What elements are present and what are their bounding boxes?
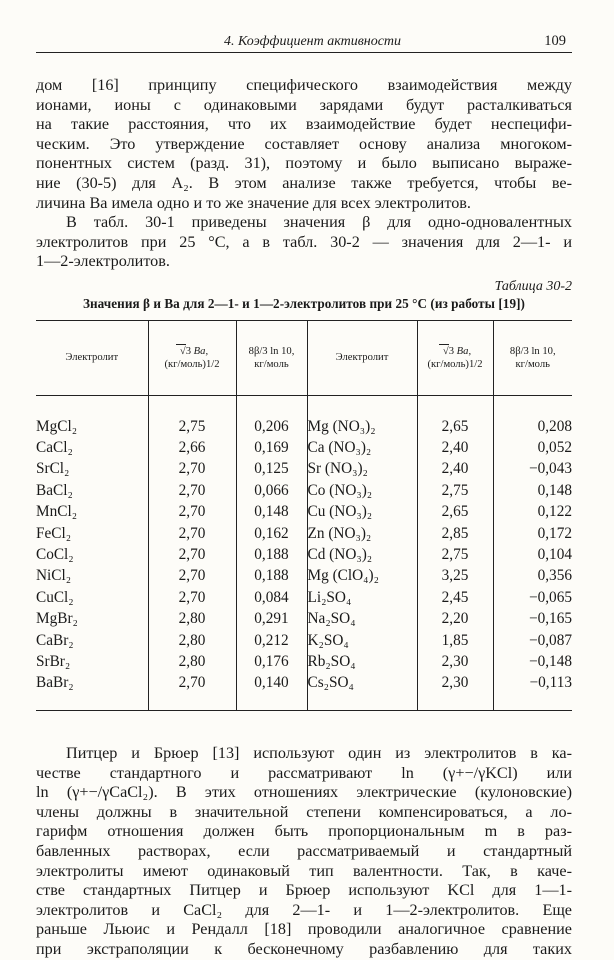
paragraph-1	[36, 76, 572, 213]
table-row: CoCl₂ 2,70 0,188 Cd (NO₃)₂ 2,75 0,104	[36, 544, 572, 565]
data-table	[36, 320, 572, 711]
running-head: 4. Коэффициент активности	[224, 34, 402, 49]
text-line: личина Ba имела одно и то же значение для всех электролитов.	[36, 193, 471, 212]
text-line: честве стандартного и рассматривают ln (γ+−/γKCl) или	[36, 763, 572, 782]
book-page	[36, 30, 572, 960]
text-line: ионами, ионы с одинаковыми зарядами будут расталкиваться	[36, 95, 572, 114]
table-row: CaCl₂ 2,66 0,169 Ca (NO₃)₂ 2,40 0,052	[36, 437, 572, 458]
table-caption: Значения β и Ba для 2—1- и 1—2-электролитов при 25 °С (из работы [19])	[83, 295, 525, 311]
header-sqrt3-ba-2: √3 Ba, (кг/моль)1/2	[417, 320, 493, 395]
text-line: ln (γ+−/γCaCl₂). В этих отношениях электрические (кулоновские)	[36, 783, 572, 802]
text-line: ние (30-5) для A₂. В этом анализе также требуется, чтобы ве-	[36, 173, 572, 192]
text-line: 1—2-электролитов.	[36, 252, 170, 271]
table-row: NiCl₂ 2,70 0,188 Mg (ClO₄)₂ 3,25 0,356	[36, 566, 572, 587]
table-row: CaBr₂ 2,80 0,212 K₂SO₄ 1,85 −0,087	[36, 630, 572, 651]
table-row: SrBr₂ 2,80 0,176 Rb₂SO₄ 2,30 −0,148	[36, 651, 572, 672]
text-line: электролиты имеют одинаковый тип валентности. Так, в каче-	[36, 861, 572, 880]
header-beta-2: 8β/3 ln 10, кг/моль	[493, 320, 572, 395]
table-label: Таблица 30-2	[494, 278, 572, 294]
header-electrolyte-2: Электролит	[307, 320, 417, 395]
text-line: при экстраполяции к бесконечному разбавлению для таких	[36, 939, 572, 958]
text-line: бавленных растворах, если рассматриваемый и стандартный	[36, 841, 572, 860]
text-line: В табл. 30-1 приведены значения β для одно-одновалентных	[66, 213, 572, 232]
header-sqrt3-ba: √3 Ba, (кг/моль)1/2	[148, 320, 236, 395]
table-row: MnCl₂ 2,70 0,148 Cu (NO₃)₂ 2,65 0,122	[36, 502, 572, 523]
table-row: SrCl₂ 2,70 0,125 Sr (NO₃)₂ 2,40 −0,043	[36, 459, 572, 480]
text-line: понентных систем (разд. 31), поэтому и было выписано выраже-	[36, 154, 572, 173]
paragraph-2	[36, 213, 572, 272]
page-header	[36, 30, 572, 53]
text-line: ческим. Это утверждение составляет основу анализа многоком-	[36, 134, 572, 153]
text-line: гарифм отношения должен быть пропорциональным m в раз-	[36, 822, 572, 841]
header-beta: 8β/3 ln 10, кг/моль	[236, 320, 307, 395]
table-row: MgBr₂ 2,80 0,291 Na₂SO₄ 2,20 −0,165	[36, 608, 572, 629]
header-electrolyte: Электролит	[36, 320, 148, 395]
page-number: 109	[544, 33, 566, 49]
table-row: BaCl₂ 2,70 0,066 Co (NO₃)₂ 2,75 0,148	[36, 480, 572, 501]
table-row: FeCl₂ 2,70 0,162 Zn (NO₃)₂ 2,85 0,172	[36, 523, 572, 544]
paragraph-3	[36, 744, 572, 960]
table-header-row	[36, 320, 572, 395]
text-line: электролитов при 25 °С, а в табл. 30-2 — значения для 2—1- и	[36, 232, 572, 251]
text-line: на такие расстояния, что их взаимодействие будет неспецифи-	[36, 115, 572, 134]
table-row: MgCl₂ 2,75 0,206 Mg (NO₃)₂ 2,65 0,208	[36, 416, 572, 437]
text-line: дом [16] принципу специфического взаимодействия между	[36, 76, 572, 94]
text-line: раньше Льюис и Рендалл [18] проводили аналогичное сравнение	[36, 920, 572, 939]
text-line: электролитов и CaCl₂ для 2—1- и 1—2-электролитов. Еще	[36, 900, 572, 919]
text-line: Питцер и Брюер [13] используют один из электролитов в ка-	[66, 744, 572, 763]
table-row: CuCl₂ 2,70 0,084 Li₂SO₄ 2,45 −0,065	[36, 587, 572, 608]
text-line: члены должны в значительной степени компенсироваться, а ло-	[36, 802, 572, 821]
text-line: стве стандартных Питцер и Брюер используют KCl для 1—1-	[36, 881, 572, 900]
table-row: BaBr₂ 2,70 0,140 Cs₂SO₄ 2,30 −0,113	[36, 673, 572, 694]
